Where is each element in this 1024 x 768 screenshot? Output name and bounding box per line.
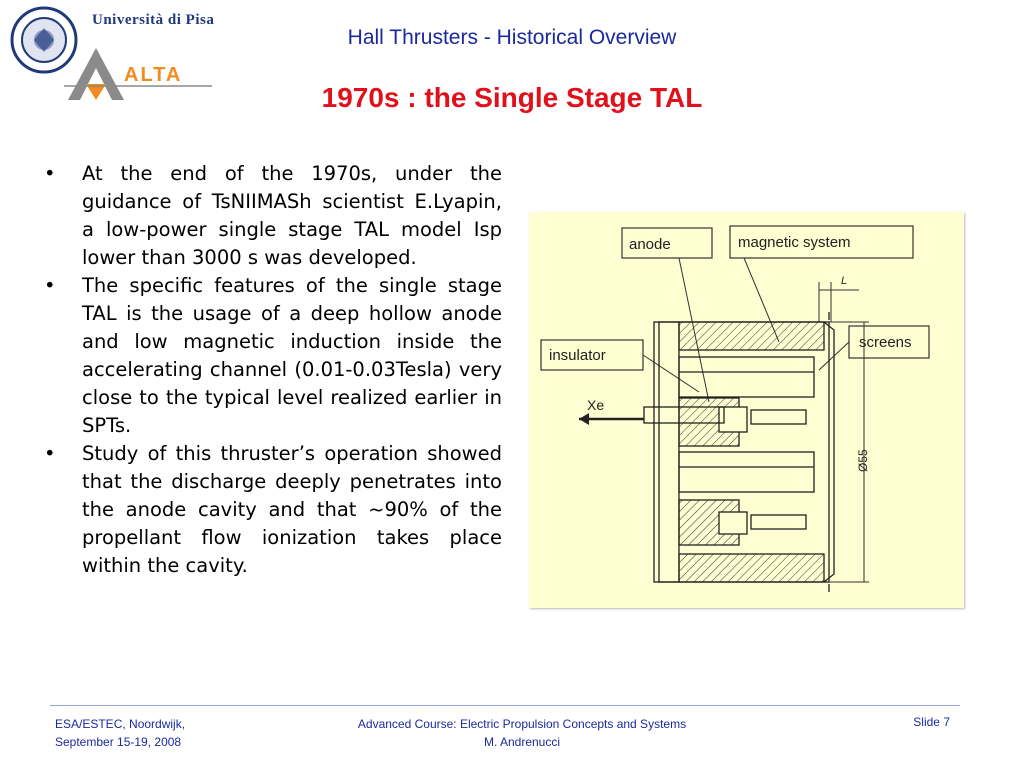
thruster-drawing xyxy=(529,212,964,608)
footer-course: Advanced Course: Electric Propulsion Concepts and Systems xyxy=(357,717,687,731)
bullet-marker: • xyxy=(44,162,56,185)
thruster-diagram xyxy=(529,212,964,608)
footer-divider xyxy=(50,705,960,706)
screens-label: screens xyxy=(859,334,912,351)
anode-label: anode xyxy=(629,236,671,253)
bullet-text: The specific features of the single stage TAL is the usage of a deep hollow anode and low magnetic induction inside the accelerating channel (0.01-0.03Tesla) very close to the typical level realized earlier in SPTs. xyxy=(82,274,502,437)
footer-center xyxy=(312,715,732,751)
bullet-marker: • xyxy=(44,274,56,297)
university-name: Università di Pisa xyxy=(92,12,215,28)
length-label: L xyxy=(841,275,848,287)
dimension-lines xyxy=(819,282,869,582)
footer-left xyxy=(55,715,185,751)
bullet-marker: • xyxy=(44,442,56,465)
header-title: Hall Thrusters - Historical Overview xyxy=(347,26,677,49)
alta-logo-text: ALTA xyxy=(124,64,183,86)
slide-title: 1970s : the Single Stage TAL xyxy=(321,82,703,113)
footer-venue: ESA/ESTEC, Noordwijk, xyxy=(55,717,186,731)
footer-date: September 15-19, 2008 xyxy=(55,735,182,749)
bullet-list xyxy=(44,160,502,580)
xe-inlet-arrow xyxy=(579,413,644,425)
slide-number: Slide 7 xyxy=(913,715,950,729)
bullet-text: At the end of the 1970s, under the guidance of TsNIIMASh scientist E.Lyapin, a low-power single stage TAL model Isp lower than 3000 s was developed. xyxy=(82,162,502,269)
list-item xyxy=(44,160,502,272)
xe-label: Xe xyxy=(587,397,605,413)
list-item xyxy=(44,440,502,580)
thruster-body xyxy=(644,312,834,592)
bullet-text: Study of this thruster’s operation showed that the discharge deeply penetrates into the anode cavity and that ~90% of the propellant flow ionization takes place within the cavity. xyxy=(82,442,502,577)
list-item xyxy=(44,272,502,440)
footer-author: M. Andrenucci xyxy=(483,735,561,749)
insulator-label: insulator xyxy=(549,347,606,364)
diameter-label: Ø55 xyxy=(856,449,870,472)
magnetic-system-label: magnetic system xyxy=(738,234,851,251)
